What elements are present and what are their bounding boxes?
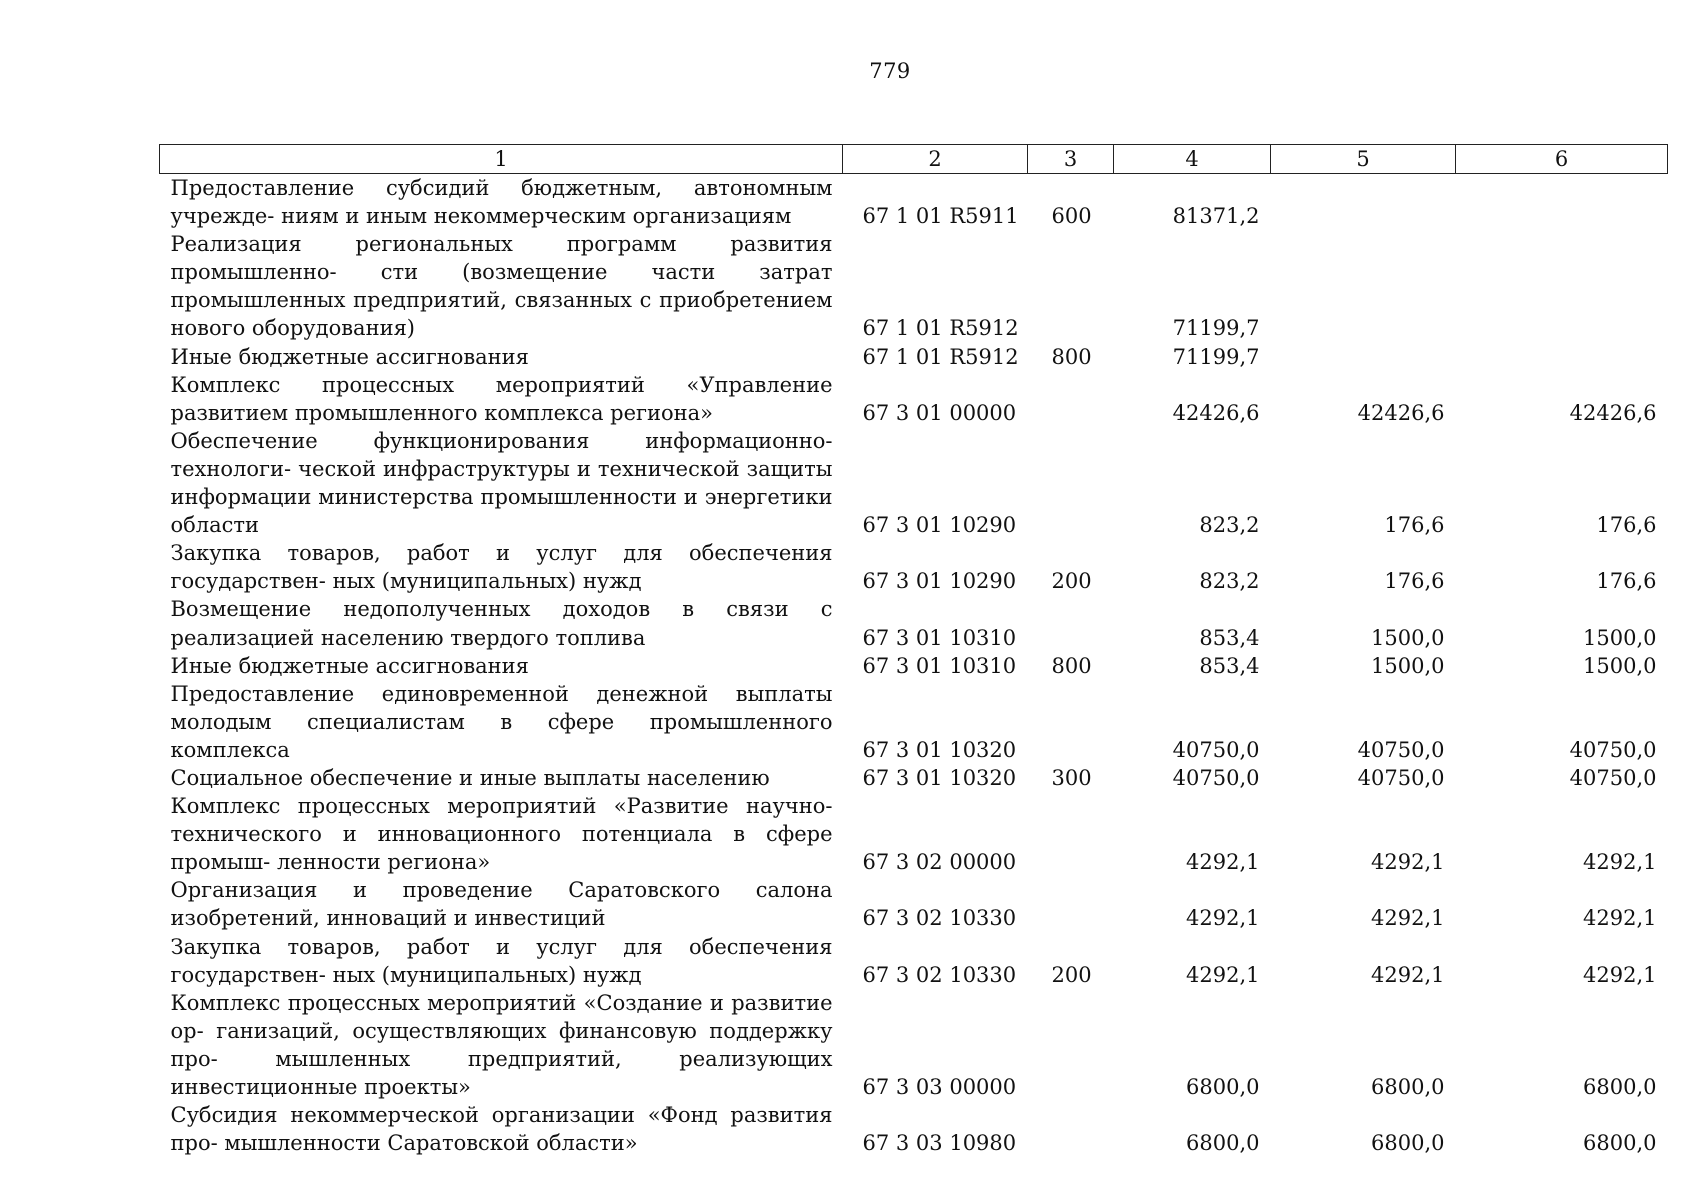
table-row [160, 539, 1668, 595]
table-row [160, 764, 1668, 792]
column-header-2: 2 [843, 145, 1028, 174]
expenditure-type: 300 [1051, 765, 1092, 790]
amount-col-6: 6800,0 [1583, 1075, 1657, 1099]
budget-table [159, 144, 1668, 1157]
row-description [160, 539, 843, 595]
amount-col-4: 40750,0 [1172, 737, 1260, 762]
amount-col-4: 42426,6 [1172, 400, 1260, 425]
amount-col-4: 6800,0 [1186, 1075, 1260, 1099]
target-article-code: 67 3 01 10290 [862, 569, 1017, 594]
description-line: Реализация региональных программ развития промышленно- [170, 232, 833, 285]
row-description [160, 174, 843, 231]
row-description [160, 652, 843, 680]
amount-col-6: 1500,0 [1583, 653, 1657, 678]
description-line: Субсидия некоммерческой организации «Фонд развития про- [170, 1103, 833, 1156]
target-article-code: 67 1 01 R5911 [862, 204, 1019, 229]
description-line: ниям и иным некоммерческим организациям [281, 204, 792, 229]
amount-col-6: 40750,0 [1569, 737, 1657, 762]
description-line: ганизаций, осуществляющих финансовую поддержку про- [170, 1018, 833, 1071]
table-row [160, 371, 1668, 427]
row-description [160, 792, 843, 876]
expenditure-type [1028, 230, 1114, 342]
target-article-code: 67 1 01 R5912 [862, 316, 1019, 341]
expenditure-type: 200 [1051, 962, 1092, 987]
column-header-3: 3 [1028, 145, 1114, 174]
description-line: Предоставление единовременной денежной выплаты молодым [170, 681, 833, 734]
amount-col-6: 4292,1 [1583, 962, 1657, 987]
expenditure-type [1028, 371, 1114, 427]
description-line: сти (возмещение части затрат промышленных предприятий, [170, 260, 833, 313]
amount-col-5: 40750,0 [1357, 737, 1445, 762]
description-line: Комплекс процессных мероприятий «Создание и развитие ор- [170, 990, 833, 1043]
description-line: Комплекс процессных мероприятий «Управление развитием [170, 372, 833, 425]
amount-col-5 [1271, 343, 1456, 371]
expenditure-type [1028, 680, 1114, 764]
amount-col-6 [1456, 230, 1668, 342]
description-line: ческой инфраструктуры и технической защиты информации [170, 456, 833, 510]
description-line: промышленного комплекса региона» [294, 400, 714, 425]
table-row [160, 933, 1668, 989]
description-line: населению твердого топлива [320, 625, 646, 650]
table-row [160, 792, 1668, 876]
table-row [160, 230, 1668, 342]
table-row [160, 174, 1668, 231]
amount-col-4: 40750,0 [1172, 765, 1260, 790]
amount-col-6: 4292,1 [1583, 906, 1657, 931]
row-description [160, 230, 843, 342]
amount-col-4: 823,2 [1199, 569, 1260, 594]
amount-col-5 [1271, 230, 1456, 342]
target-article-code: 67 3 01 10310 [862, 625, 1017, 650]
description-line: мышленности Саратовской области» [224, 1131, 638, 1156]
description-line: ных (муниципальных) нужд [332, 962, 642, 987]
page-number: 779 [869, 59, 911, 83]
amount-col-5: 1500,0 [1371, 653, 1445, 678]
description-line: Комплекс процессных мероприятий «Развитие научно- [170, 794, 833, 819]
amount-col-5: 4292,1 [1371, 906, 1445, 931]
target-article-code: 67 3 03 10980 [862, 1131, 1017, 1156]
amount-col-5: 40750,0 [1357, 765, 1445, 790]
description-line: ленности региона» [276, 850, 491, 875]
amount-col-4: 823,2 [1199, 513, 1260, 538]
amount-col-5: 176,6 [1384, 513, 1445, 538]
row-description [160, 1101, 843, 1157]
target-article-code: 67 3 03 00000 [862, 1075, 1017, 1099]
description-line: Предоставление субсидий бюджетным, автономным учрежде- [170, 176, 833, 229]
description-line: Возмещение недополученных доходов в связи с реализацией [170, 597, 833, 650]
header-row [160, 145, 1668, 174]
expenditure-type [1028, 595, 1114, 651]
target-article-code: 67 3 01 10320 [862, 737, 1017, 762]
amount-col-6 [1456, 174, 1668, 231]
amount-col-6: 6800,0 [1583, 1131, 1657, 1156]
description-line: Закупка товаров, работ и услуг для обеспечения государствен- [170, 541, 833, 594]
expenditure-type [1028, 427, 1114, 539]
description-line: Организация и проведение Саратовского салона изобретений, [170, 878, 833, 931]
amount-col-6: 176,6 [1596, 569, 1657, 594]
column-header-1: 1 [160, 145, 843, 174]
amount-col-5: 4292,1 [1371, 962, 1445, 987]
amount-col-4: 71199,7 [1172, 344, 1260, 369]
table-body [160, 174, 1668, 1158]
row-description [160, 933, 843, 989]
amount-col-5: 6800,0 [1371, 1131, 1445, 1156]
amount-col-4: 81371,2 [1172, 204, 1260, 229]
amount-col-5: 1500,0 [1371, 625, 1445, 650]
table-header [160, 145, 1668, 174]
table-row [160, 680, 1668, 764]
amount-col-4: 4292,1 [1186, 906, 1260, 931]
amount-col-4: 853,4 [1199, 625, 1260, 650]
expenditure-type [1028, 1101, 1114, 1157]
column-header-5: 5 [1271, 145, 1456, 174]
table-row [160, 343, 1668, 371]
amount-col-5: 4292,1 [1371, 850, 1445, 875]
description-line: ных (муниципальных) нужд [332, 569, 642, 594]
target-article-code: 67 3 01 00000 [862, 400, 1017, 425]
row-description [160, 595, 843, 651]
expenditure-type [1028, 876, 1114, 932]
expenditure-type: 800 [1051, 653, 1092, 678]
description-line: специалистам в сфере промышленного комплекса [170, 709, 833, 762]
row-description [160, 680, 843, 764]
row-description [160, 876, 843, 932]
expenditure-type: 800 [1051, 344, 1092, 369]
description-line: Социальное обеспечение и иные выплаты населению [170, 765, 770, 790]
row-description [160, 343, 843, 371]
target-article-code: 67 3 01 10310 [862, 653, 1017, 678]
row-description [160, 764, 843, 792]
table-row [160, 876, 1668, 932]
target-article-code: 67 3 01 10290 [862, 513, 1017, 538]
table-row [160, 1101, 1668, 1157]
description-line: Иные бюджетные ассигнования [170, 344, 529, 369]
description-line: проекты» [364, 1075, 471, 1099]
amount-col-6 [1456, 343, 1668, 371]
table-row [160, 989, 1668, 1101]
table-row [160, 652, 1668, 680]
amount-col-6: 4292,1 [1583, 850, 1657, 875]
row-description [160, 371, 843, 427]
amount-col-6: 40750,0 [1569, 765, 1657, 790]
amount-col-6: 1500,0 [1583, 625, 1657, 650]
table-row [160, 595, 1668, 651]
amount-col-5: 6800,0 [1371, 1075, 1445, 1099]
target-article-code: 67 3 02 10330 [862, 962, 1017, 987]
description-line: министерства промышленности и энергетики области [170, 485, 833, 538]
amount-col-4: 71199,7 [1172, 316, 1260, 341]
description-line: Закупка товаров, работ и услуг для обеспечения государствен- [170, 934, 833, 987]
expenditure-type: 600 [1051, 204, 1092, 229]
amount-col-4: 4292,1 [1186, 850, 1260, 875]
description-line: технического и инновационного потенциала в сфере промыш- [170, 822, 833, 875]
description-line: инноваций и инвестиций [326, 906, 606, 931]
expenditure-type: 200 [1051, 569, 1092, 594]
target-article-code: 67 3 02 10330 [862, 906, 1017, 931]
amount-col-5 [1271, 174, 1456, 231]
amount-col-4: 4292,1 [1186, 962, 1260, 987]
target-article-code: 67 1 01 R5912 [862, 344, 1019, 369]
description-line: Обеспечение функционирования информационно-технологи- [170, 428, 833, 481]
amount-col-4: 853,4 [1199, 653, 1260, 678]
amount-col-5: 176,6 [1384, 569, 1445, 594]
column-header-6: 6 [1456, 145, 1668, 174]
description-line: Иные бюджетные ассигнования [170, 653, 529, 678]
row-description [160, 427, 843, 539]
target-article-code: 67 3 02 00000 [862, 850, 1017, 875]
description-line: связанных с приобретением нового оборудования) [170, 288, 833, 341]
amount-col-6: 42426,6 [1569, 400, 1657, 425]
target-article-code: 67 3 01 10320 [862, 765, 1017, 790]
row-description [160, 989, 843, 1101]
amount-col-6: 176,6 [1596, 513, 1657, 538]
table-row [160, 427, 1668, 539]
expenditure-type [1028, 792, 1114, 876]
amount-col-5: 42426,6 [1357, 400, 1445, 425]
column-header-4: 4 [1114, 145, 1271, 174]
description-line: мышленных предприятий, реализующих инвестиционные [170, 1046, 833, 1099]
expenditure-type [1028, 989, 1114, 1101]
amount-col-4: 6800,0 [1186, 1131, 1260, 1156]
